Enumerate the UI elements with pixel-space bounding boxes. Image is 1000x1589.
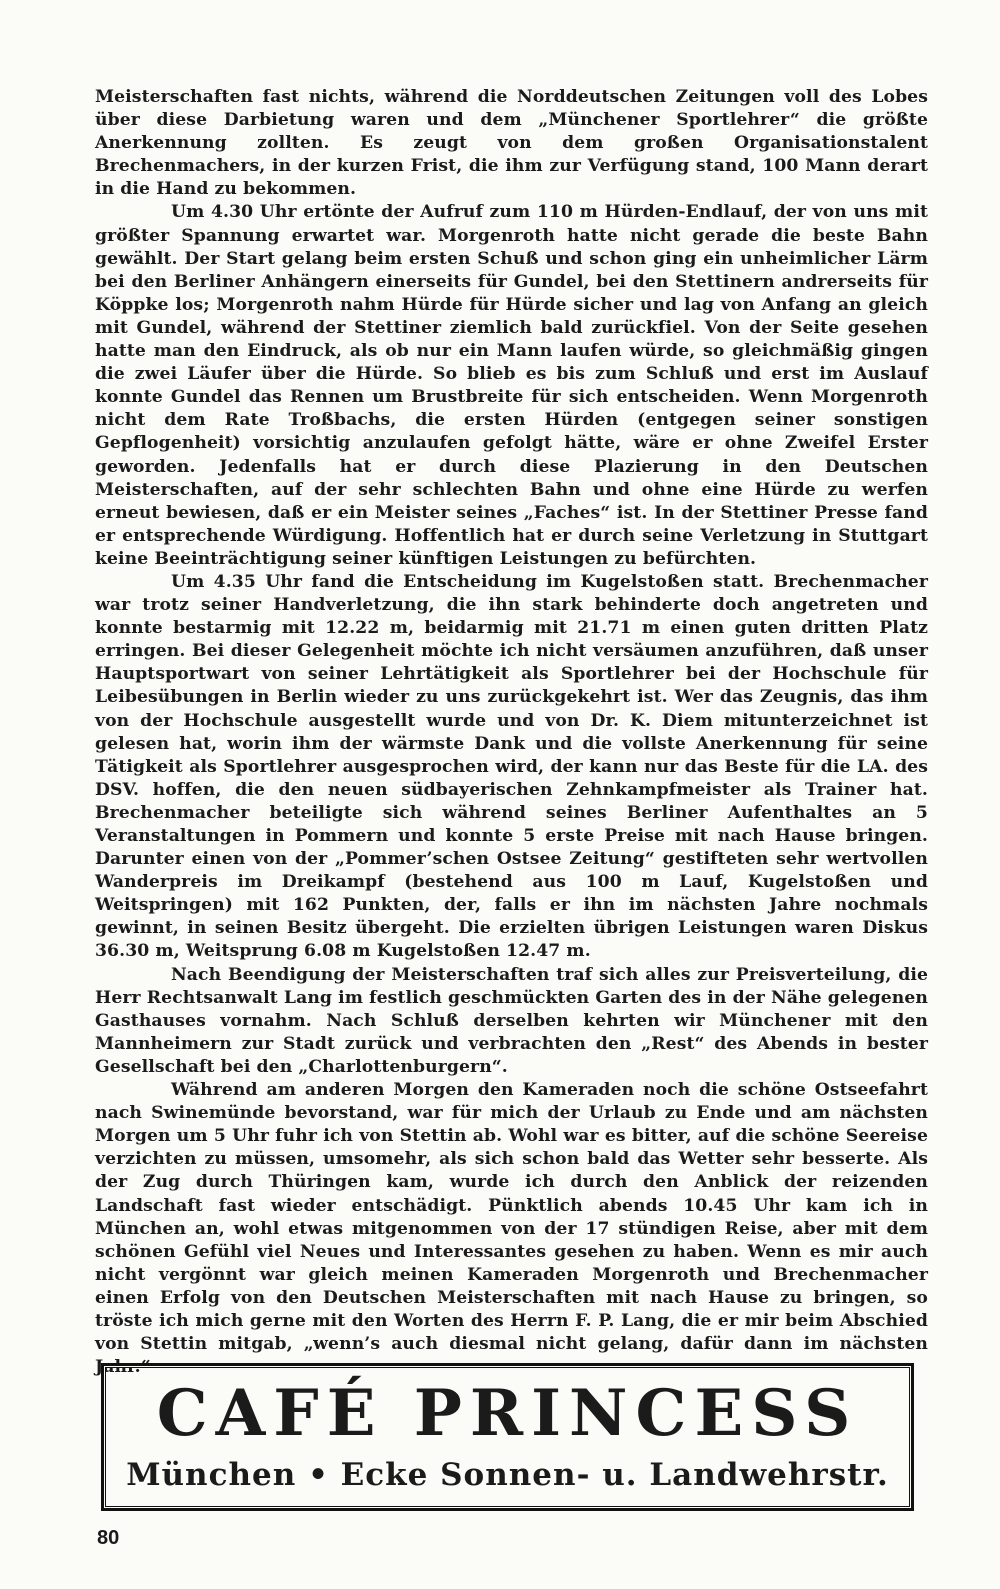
- article-paragraph-3: Um 4.35 Uhr fand die Entscheidung im Kugelstoßen statt. Brechenmacher war trotz seiner Handverletzung, die ihn stark behinderte doch angetreten und konnte bestarmig mit 12.22 m, beidarmig mit 21.71 m einen guten dritten Platz erringen. Bei dieser Gelegenheit möchte ich nicht versäumen anzuführen, daß unser Hauptsportwart von seiner Lehrtätigkeit als Sportlehrer bei der Hochschule für Leibesübungen in Berlin wieder zu uns zurückgekehrt ist. Wer das Zeugnis, das ihm von der Hochschule ausgestellt wurde und von Dr. K. Diem mitunterzeichnet ist gelesen hat, worin ihm der wärmste Dank und die vollste Anerkennung für seine Tätigkeit als Sportlehrer ausgesprochen wird, der kann nur das Beste für die LA. des DSV. hoffen, die den neuen südbayerischen Zehnkampfmeister als Trainer hat. Brechenmacher beteiligte sich während seines Berliner Aufenthaltes an 5 Veranstaltungen in Pommern und konnte 5 erste Preise mit nach Hause bringen. Darunter einen von der „Pommer’schen Ostsee Zeitung“ gestifteten sehr wertvollen Wanderpreis im Dreikampf (bestehend aus 100 m Lauf, Kugelstoßen und Weitspringen) mit 162 Punkten, der, falls er ihn im nächsten Jahre nochmals gewinnt, in seinen Besitz übergeht. Die erzielten übrigen Leistungen waren Diskus 36.30 m, Weitsprung 6.08 m Kugelstoßen 12.47 m.: [95, 571, 928, 962]
- advertisement-title: CAFÉ PRINCESS: [156, 1376, 859, 1451]
- article-paragraph-5: Während am anderen Morgen den Kameraden noch die schöne Ostseefahrt nach Swinemünde bevorstand, war für mich der Urlaub zu Ende und am nächsten Morgen um 5 Uhr fuhr ich von Stettin ab. Wohl war es bitter, auf die schöne Seereise verzichten zu müssen, umsomehr, als sich schon bald das Wetter sehr besserte. Als der Zug durch Thüringen kam, wurde ich durch den Anblick der reizenden Landschaft fast wieder entschädigt. Pünktlich abends 10.45 Uhr kam ich in München an, wohl etwas mitgenommen von der 17 stündigen Reise, aber mit dem schönen Gefühl viel Neues und Interessantes gesehen zu haben. Wenn es mir auch nicht vergönnt war gleich meinen Kameraden Morgenroth und Brechenmacher einen Erfolg von den Deutschen Meisterschaften mit nach Hause zu bringen, so tröste ich mich gerne mit den Worten des Herrn F. P. Lang, die er mir beim Abschied von Stettin mitgab, „wenn’s auch diesmal nicht gelang, dafür dann im nächsten Jahr.“: [95, 1080, 928, 1378]
- article-paragraph-4: Nach Beendigung der Meisterschaften traf sich alles zur Preisverteilung, die Herr Rechtsanwalt Lang im festlich geschmückten Garten des in der Nähe gelegenen Gasthauses vornahm. Nach Schluß derselben kehrten wir Münchener mit den Mannheimern zur Stadt zurück und verbrachten den „Rest“ des Abends in bester Gesellschaft bei den „Charlottenburgern“.: [95, 964, 928, 1077]
- page-number: 80: [97, 1527, 120, 1549]
- article-body: [95, 86, 928, 1379]
- advertisement-subtitle: München • Ecke Sonnen- u. Landwehrstr.: [126, 1457, 889, 1493]
- article-paragraph-2: Um 4.30 Uhr ertönte der Aufruf zum 110 m Hürden-Endlauf, der von uns mit größter Spannung erwartet war. Morgenroth hatte nicht gerade die beste Bahn gewählt. Der Start gelang beim ersten Schuß und schon ging ein unheimlicher Lärm bei den Berliner Anhängern einerseits für Gundel, bei den Stettinern andrerseits für Köppke los; Morgenroth nahm Hürde für Hürde sicher und lag von Anfang an gleich mit Gundel, während der Stettiner ziemlich bald zurückfiel. Von der Seite gesehen hatte man den Eindruck, als ob nur ein Mann laufen würde, so gleichmäßig gingen die zwei Läufer über die Hürde. So blieb es bis zum Schluß und erst im Auslauf konnte Gundel das Rennen um Brustbreite für sich entscheiden. Wenn Morgenroth nicht dem Rate Troßbachs, die ersten Hürden (entgegen seiner sonstigen Gepflogenheit) vorsichtig anzulaufen gefolgt hätte, wäre er ohne Zweifel Erster geworden. Jedenfalls hat er durch diese Plazierung in den Deutschen Meisterschaften, auf der sehr schlechten Bahn und ohne eine Hürde zu werfen erneut bewiesen, daß er ein Meister seines „Faches“ ist. In der Stettiner Presse fand er entsprechende Würdigung. Hoffentlich hat er durch seine Verletzung in Stuttgart keine Beeinträchtigung seiner künftigen Leistungen zu befürchten.: [95, 202, 928, 569]
- article-paragraph-1: Meisterschaften fast nichts, während die Norddeutschen Zeitungen voll des Lobes über diese Darbietung waren und dem „Münchener Sportlehrer“ die größte Anerkennung zollten. Es zeugt von dem großen Organisationstalent Brechenmachers, in der kurzen Frist, die ihm zur Verfügung stand, 100 Mann derart in die Hand zu bekommen.: [95, 87, 928, 200]
- cafe-advertisement: [101, 1363, 914, 1511]
